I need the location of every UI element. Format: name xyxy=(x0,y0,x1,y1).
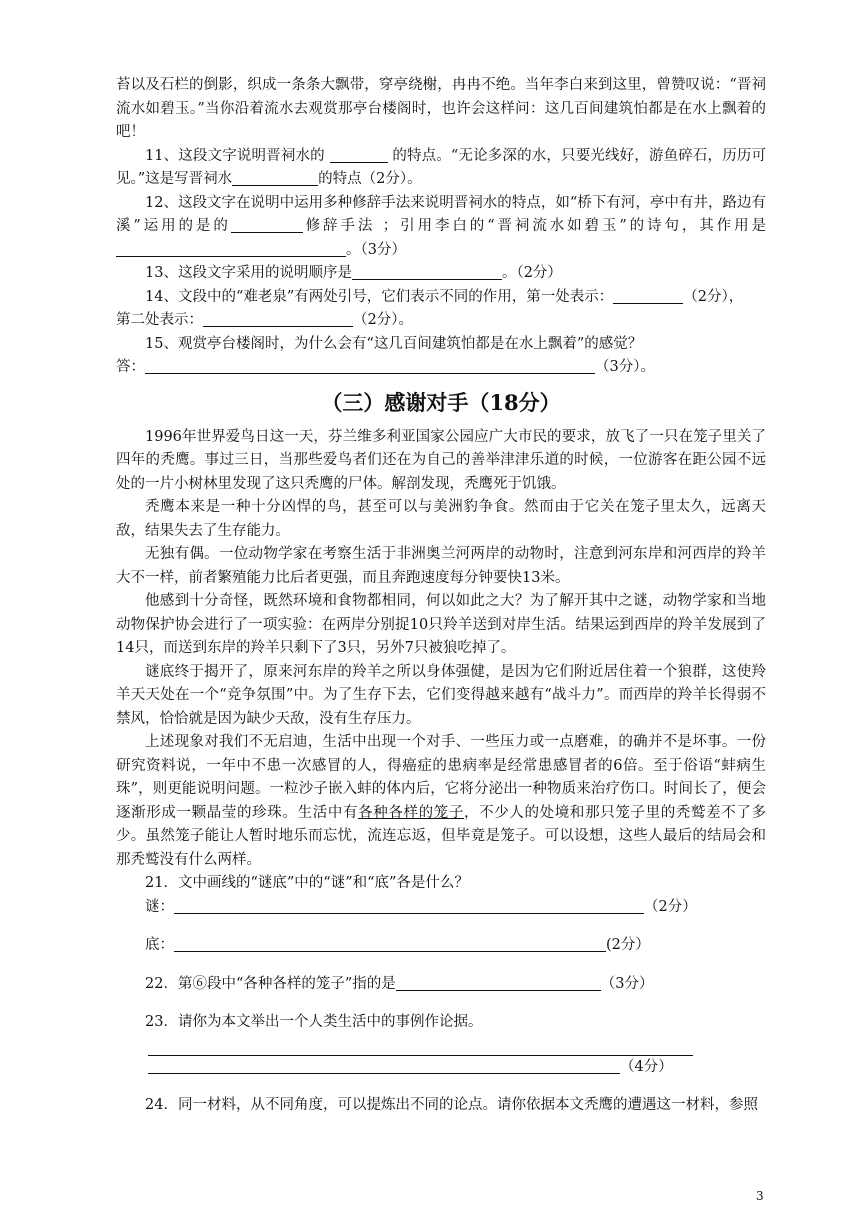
answer-blank[interactable] xyxy=(145,357,595,374)
answer-blank[interactable] xyxy=(330,146,388,163)
answer-blank[interactable] xyxy=(174,897,644,914)
answer-blank[interactable] xyxy=(116,240,346,257)
answer-blank[interactable] xyxy=(203,310,353,327)
question-11: 11、这段文字说明晋祠水的 的特点。“无论多深的水，只要光线好，游鱼碎石，历历可见。”这是写晋祠水 的特点（2分）。 xyxy=(116,147,767,187)
answer-blank[interactable] xyxy=(396,974,601,991)
page-number: 3 xyxy=(756,1189,764,1203)
question-21: 21．文中画线的“谜底”中的“谜”和“底”各是什么？ xyxy=(145,875,469,891)
section-title: （三）感谢对手（18分） xyxy=(321,389,561,415)
underlined-phrase: 各种各样的笼子 xyxy=(358,804,465,821)
question-24: 24．同一材料，从不同角度，可以提炼出不同的论点。请你依据本文秃鹰的遭遇这一材料，参照 xyxy=(145,1097,758,1113)
question-15: 15、观赏亭台楼阁时，为什么会有“这几百间建筑怕都是在水上飘着”的感觉？ 答： （3分）。 xyxy=(116,335,655,375)
question-21-di: 底： (2分） xyxy=(145,937,650,953)
paragraph-4: 他感到十分奇怪，既然环境和食物都相同，何以如此之大？为了解开其中之谜，动物学家和当地动物保护协会进行了一项实验：在两岸分别捉10只羚羊送到对岸生活。结果运到西岸的羚羊发展到了14只，而送到东岸的羚羊只剩下了3只，另外7只被狼吃掉了。 xyxy=(116,593,766,656)
answer-blank[interactable] xyxy=(232,169,318,186)
answer-line[interactable] xyxy=(148,1057,620,1074)
answer-blank[interactable] xyxy=(174,935,606,952)
paragraph-5: 谜底终于揭开了，原来河东岸的羚羊之所以身体强健，是因为它们附近居住着一个狼群，这使羚羊天天处在一个“竞争氛围”中。为了生存下去，它们变得越来越有“战斗力”。而西岸的羚羊长得弱不禁风，恰恰就是因为缺少天敌，没有生存压力。 xyxy=(116,663,766,727)
paragraph-jinci-water: 苔以及石栏的倒影，织成一条条大飘带，穿亭绕榭，冉冉不绝。当年李白来到这里，曾赞叹说：“晋祠流水如碧玉。”当你沿着流水去观赏那亭台楼阁时，也许会这样问：这几百间建筑怕都是在水上飘着的吧！ xyxy=(116,77,766,140)
answer-blank[interactable] xyxy=(352,263,502,280)
answer-blank[interactable] xyxy=(613,287,683,304)
question-13: 13、这段文字采用的说明顺序是 。（2分） xyxy=(145,265,562,281)
paragraph-1: 1996年世界爱鸟日这一天，芬兰维多利亚国家公园应广大市民的要求，放飞了一只在笼子里关了四年的秃鹰。事过三日，当那些爱鸟者们还在为自己的善举津津乐道的时候，一位游客在距公园不远处的一片小树林里发现了这只秃鹰的尸体。解剖发现，秃鹰死于饥饿。 xyxy=(116,428,766,492)
paragraph-6: 上述现象对我们不无启迪，生活中出现一个对手、一些压力或一点磨难，的确并不是坏事。一份研究资料说，一年中不患一次感冒的人，得癌症的患病率是经常患感冒者的6倍。至于俗语“蚌病生珠”，则更能说明问题。一粒沙子嵌入蚌的体内后，它将分泌出一种物质来治疗伤口。时间长了，便会逐渐形成一颗晶莹的珍珠。生活中有各种各样的笼子，不少人的处境和那只笼子里的秃鹫差不了多少。虽然笼子能让人暂时地乐而忘忧，流连忘返，但毕竟是笼子。可以设想，这些人最后的结局会和那秃鹫没有什么两样。 xyxy=(116,734,767,868)
page-content: 苔以及石栏的倒影，织成一条条大飘带，穿亭绕榭，冉冉不绝。当年李白来到这里，曾赞叹说：“晋祠流水如碧玉。”当你沿着流水去观赏那亭台楼阁时，也许会这样问：这几百间建筑怕都是在水上飘着的吧！ 11、这段文字说明晋祠水的 的特点。“无论多深的水，只要光线好，游鱼碎石，历历可见。”这是写晋祠水 的特点（2分）。 12、这段文字在说明中运用多种修辞手法来说明晋祠水的特点，如“桥下有河，亭中有井，路边有溪”运用的是的 修辞手法 ；引用李白的“晋祠流水如碧玉”的诗句，其作用是。（3分） 13、这段文字采用的说明顺序是 。（2分） 14、文段中的“难老泉”有两处引号，它们表示不同的作用，第一处表示： （2分）， 第二处表示： （2分）。 15、观赏亭台楼阁时，为什么会有“这几百间建筑怕都是在水上飘着”的感觉？ 答： （3分）。 （三）感谢对手（18分） 1996年世界爱鸟日这一天，芬兰维多利亚国家公园应广大市民的要求，放飞了一只在笼子里关了四年的秃鹰。事过三日，当那些爱鸟者们还在为自己的善举津津乐道的时候，一位游客在距公园不远处的一片小树林里发现了这只秃鹰的尸体。解剖发现，秃鹰死于饥饿。 秃鹰本来是一种十分凶悍的鸟，甚至可以与美洲豹争食。然而由于它关在笼子里太久，远离天敌，结果失去了生存能力。 无独有偶。一位动物学家在考察生活于非洲奥兰河两岸的动物时，注意到河东岸和河西岸的羚羊大不一样，前者繁殖能力比后者更强，而且奔跑速度每分钟要快13米。 他感到十分奇怪，既然环境和食物都相同，何以如此之大？为了解开其中之谜，动物学家和当地动物保护协会进行了一项实验：在两岸分别捉10只羚羊送到对岸生活。结果运到西岸的羚羊发展到了14只，而送到东岸的羚羊只剩下了3只，另外7只被狼吃掉了。 谜底终于揭开了，原来河东岸的羚羊之所以身体强健，是因为它们附近居住着一个狼群，这使羚羊天天处在一个“竞争氛围”中。为了生存下去，它们变得越来越有“战斗力”。而西岸的羚羊长得弱不禁风，恰恰就是因为缺少天敌，没有生存压力。 上述现象对我们不无启迪，生活中出现一个对手、一些压力或一点磨难，的确并不是坏事。一份研究资料说，一年中不患一次感冒的人，得癌症的患病率是经常患感冒者的6倍。至于俗语“蚌病生珠”，则更能说明问题。一粒沙子嵌入蚌的体内后，它将分泌出一种物质来治疗伤口。时间长了，便会逐渐形成一颗晶莹的珍珠。生活中有各种各样的笼子，不少人的处境和那只笼子里的秃鹫差不了多少。虽然笼子能让人暂时地乐而忘忧，流连忘返，但毕竟是笼子。可以设想，这些人最后的结局会和那秃鹫没有什么两样。 21．文中画线的“谜底”中的“谜”和“底”各是什么？ 谜： （2分） 底： (2分） 22．第⑥段中“各种各样的笼子”指的是 （3分） 23．请你为本文举出一个人类生活中的事例作论据。 （4分） 24．同一材料，从不同角度，可以提炼出不同的论点。请你依据本文秃鹰的遭遇这一材料，参照 xyxy=(116,74,766,1118)
question-22: 22．第⑥段中“各种各样的笼子”指的是 （3分） xyxy=(145,975,654,992)
question-12: 12、这段文字在说明中运用多种修辞手法来说明晋祠水的特点，如“桥下有河，亭中有井，路边有溪”运用的是的 修辞手法 ；引用李白的“晋祠流水如碧玉”的诗句，其作用是。（3分） xyxy=(116,194,766,258)
answer-blank[interactable] xyxy=(231,216,303,233)
paragraph-3: 无独有偶。一位动物学家在考察生活于非洲奥兰河两岸的动物时，注意到河东岸和河西岸的羚羊大不一样，前者繁殖能力比后者更强，而且奔跑速度每分钟要快13米。 xyxy=(116,546,766,586)
question-23: 23．请你为本文举出一个人类生活中的事例作论据。 xyxy=(145,1014,483,1030)
paragraph-2: 秃鹰本来是一种十分凶悍的鸟，甚至可以与美洲豹争食。然而由于它关在笼子里太久，远离天敌，结果失去了生存能力。 xyxy=(116,499,766,539)
question-14: 14、文段中的“难老泉”有两处引号，它们表示不同的作用，第一处表示： （2分）， 第二处表示： （2分）。 xyxy=(116,288,744,328)
question-21-mi: 谜： （2分） xyxy=(145,898,697,915)
answer-line[interactable] xyxy=(148,1035,693,1056)
